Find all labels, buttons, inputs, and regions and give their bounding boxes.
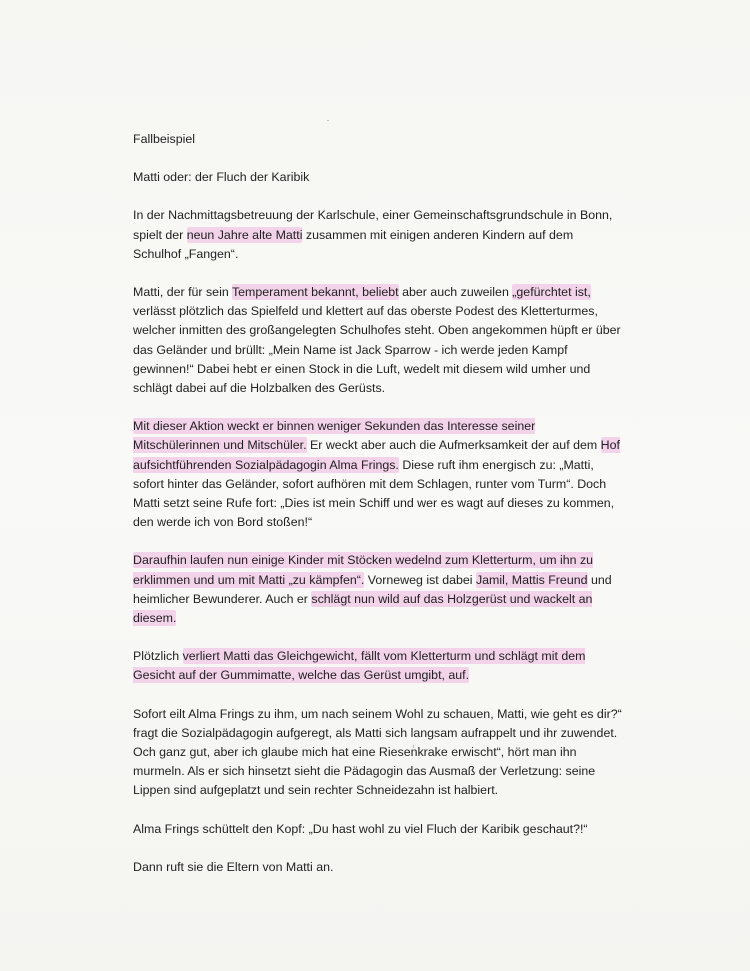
highlighted-text: Daraufhin laufen nun einige Kinder mit Stöcken wedelnd zum Kletterturm, um ihn zu erklimmen und um mit Matti „zu kämpfen“. bbox=[133, 553, 594, 587]
paragraph bbox=[133, 705, 623, 801]
paragraph bbox=[133, 417, 623, 532]
paragraph bbox=[133, 206, 623, 264]
highlighted-text: Hof aufsichtführenden Sozialpädagogin Alma Frings. bbox=[133, 438, 620, 472]
highlighted-text: Temperament bekannt, beliebt bbox=[231, 285, 399, 300]
text-segment: und heimlicher Bewunderer. Auch er bbox=[133, 572, 612, 606]
text-segment: zusammen mit einigen anderen Kindern auf dem Schulhof „Fangen“. bbox=[133, 227, 574, 261]
highlighted-text: „gefürchtet ist, bbox=[512, 285, 591, 300]
highlighted-text: schlägt nun wild auf das Holzgerüst und wackelt an diesem. bbox=[133, 591, 593, 626]
document-body bbox=[133, 130, 623, 896]
scan-speck bbox=[327, 120, 329, 121]
document-title: Matti oder: der Fluch der Karibik bbox=[133, 170, 310, 185]
highlighted-text: neun Jahre alte Matti bbox=[186, 227, 303, 242]
highlighted-text: Jamil, Mattis Freund bbox=[475, 572, 588, 587]
highlighted-text: Mit dieser Aktion weckt er binnen weniger Sekunden das Interesse seiner Mitschülerinnen und Mitschüler. bbox=[133, 419, 536, 453]
paragraph-list bbox=[133, 206, 623, 877]
paragraph bbox=[133, 283, 623, 398]
text-segment: Matti, der für sein bbox=[133, 285, 232, 300]
highlighted-text: verliert Matti das Gleichgewicht, fällt vom Kletterturm und schlägt mit dem Gesicht auf der Gummimatte, welche das Gerüst umgibt, auf. bbox=[133, 649, 586, 683]
text-segment: Plötzlich bbox=[133, 649, 183, 664]
document-label: Fallbeispiel bbox=[133, 132, 195, 146]
text-segment: verlässt plötzlich das Spielfeld und klettert auf das oberste Podest des Kletterturmes, welcher inmitten des großangelegten Schulhofes steht. Oben angekommen hüpft er über das Geländer und brüllt: „Mein Name ist Jack Sparrow - ich werde jeden Kampf gewinnen!“ Dabei hebt er einen Stock in die Luft, wedelt mit diesem wild umher und schlägt dabei auf die Holzbalken des Gerüsts. bbox=[133, 304, 621, 396]
text-segment: Vorneweg ist dabei bbox=[364, 572, 476, 587]
text-segment: Er weckt aber auch die Aufmerksamkeit der auf dem bbox=[306, 438, 601, 453]
text-segment: Diese ruft ihm energisch zu: „Matti, sofort hinter das Geländer, sofort aufhören mit dem Schlagen, runter vom Turm“. Doch Matti setzt seine Rufe fort: „Dies ist mein Schiff und wer es wagt auf dieses zu kommen, den werde ich von Bord stoßen!“ bbox=[133, 457, 615, 530]
text-segment: In der Nachmittagsbetreuung der Karlschule, einer Gemeinschaftsgrundschule in Bonn, spielt der bbox=[133, 208, 613, 242]
text-segment: Alma Frings schüttelt den Kopf: „Du hast wohl zu viel Fluch der Karibik geschaut?!“ bbox=[133, 821, 588, 836]
text-segment: aber auch zuweilen bbox=[398, 285, 513, 300]
paragraph bbox=[133, 551, 623, 628]
text-segment: Sofort eilt Alma Frings zu ihm, um nach seinem Wohl zu schauen, Matti, wie geht es dir?“ fragt die Sozialpädagogin aufgeregt, als Matti sich langsam aufrappelt und ihr zuwendet. Och ganz gut, aber ich glaube mich hat eine Riesenkrake erwischt“, hört man ihn murmeln. Als er sich hinsetzt sieht die Pädagogin das Ausmaß der Verletzung: seine Lippen sind aufgeplatzt und sein rechter Schneidezahn ist halbiert. bbox=[133, 706, 622, 798]
paragraph bbox=[133, 647, 623, 685]
paragraph bbox=[133, 858, 623, 877]
paragraph bbox=[133, 820, 623, 839]
text-segment: Dann ruft sie die Eltern von Matti an. bbox=[133, 859, 334, 874]
